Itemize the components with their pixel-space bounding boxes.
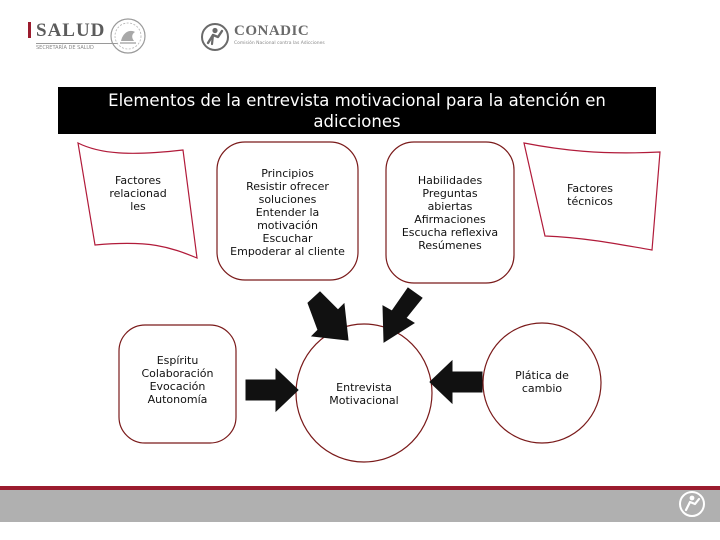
platica-line: cambio <box>521 382 563 395</box>
habilidades-line: Afirmaciones <box>414 213 486 226</box>
habilidades-line: abiertas <box>427 200 473 213</box>
principios-line: Resistir ofrecer <box>246 180 329 193</box>
node-habilidades-label <box>387 174 513 252</box>
entrevista-line: Entrevista <box>336 381 392 394</box>
factores-relacionales-line: Factores <box>115 174 161 187</box>
principios-line: Escuchar <box>262 232 313 245</box>
node-platica-label <box>492 369 592 395</box>
node-principios-label <box>218 167 357 258</box>
arrow-platica-to-entrevista <box>430 361 482 403</box>
title-line-1: Elementos de la entrevista motivacional para la atención en <box>108 90 606 110</box>
conadic-footer-icon <box>676 489 708 519</box>
node-entrevista-label <box>304 381 424 407</box>
principios-line: soluciones <box>258 193 317 206</box>
habilidades-line: Habilidades <box>417 174 483 187</box>
habilidades-line: Escucha reflexiva <box>401 226 499 239</box>
factores-relacionales-line: relacionad <box>109 187 167 200</box>
footer-bar <box>0 486 720 522</box>
conadic-logo-word: CONADIC <box>234 23 310 39</box>
arrow-espiritu-to-entrevista <box>246 369 298 411</box>
platica-line: Plática de <box>515 369 569 382</box>
factores-relacionales-line: les <box>130 200 146 213</box>
habilidades-line: Resúmenes <box>418 239 482 252</box>
espiritu-line: Autonomía <box>147 393 208 406</box>
node-espiritu-label <box>121 354 234 406</box>
title-line-2: adicciones <box>313 111 401 131</box>
entrevista-line: Motivacional <box>329 394 399 407</box>
conadic-logo-subtitle: Comisión Nacional contra las Adicciones <box>234 41 325 46</box>
factores-tecnicos-line: técnicos <box>567 195 613 208</box>
footer-accent <box>0 486 720 490</box>
arrow-habilidades-to-entrevista <box>383 288 422 342</box>
salud-logo-word: SALUD <box>36 20 106 41</box>
factores-tecnicos-line: Factores <box>567 182 613 195</box>
principios-line: motivación <box>257 219 318 232</box>
node-factores-tecnicos-label <box>548 182 632 208</box>
principios-line: Entender la <box>255 206 320 219</box>
espiritu-line: Colaboración <box>141 367 214 380</box>
principios-line: Empoderar al cliente <box>230 245 345 258</box>
node-factores-relacionales-label <box>95 174 181 213</box>
principios-line: Principios <box>261 167 314 180</box>
espiritu-line: Evocación <box>149 380 206 393</box>
habilidades-line: Preguntas <box>422 187 478 200</box>
salud-logo-subtitle: SECRETARÍA DE SALUD <box>36 45 94 51</box>
espiritu-line: Espíritu <box>156 354 199 367</box>
arrow-principios-to-entrevista <box>308 292 348 340</box>
